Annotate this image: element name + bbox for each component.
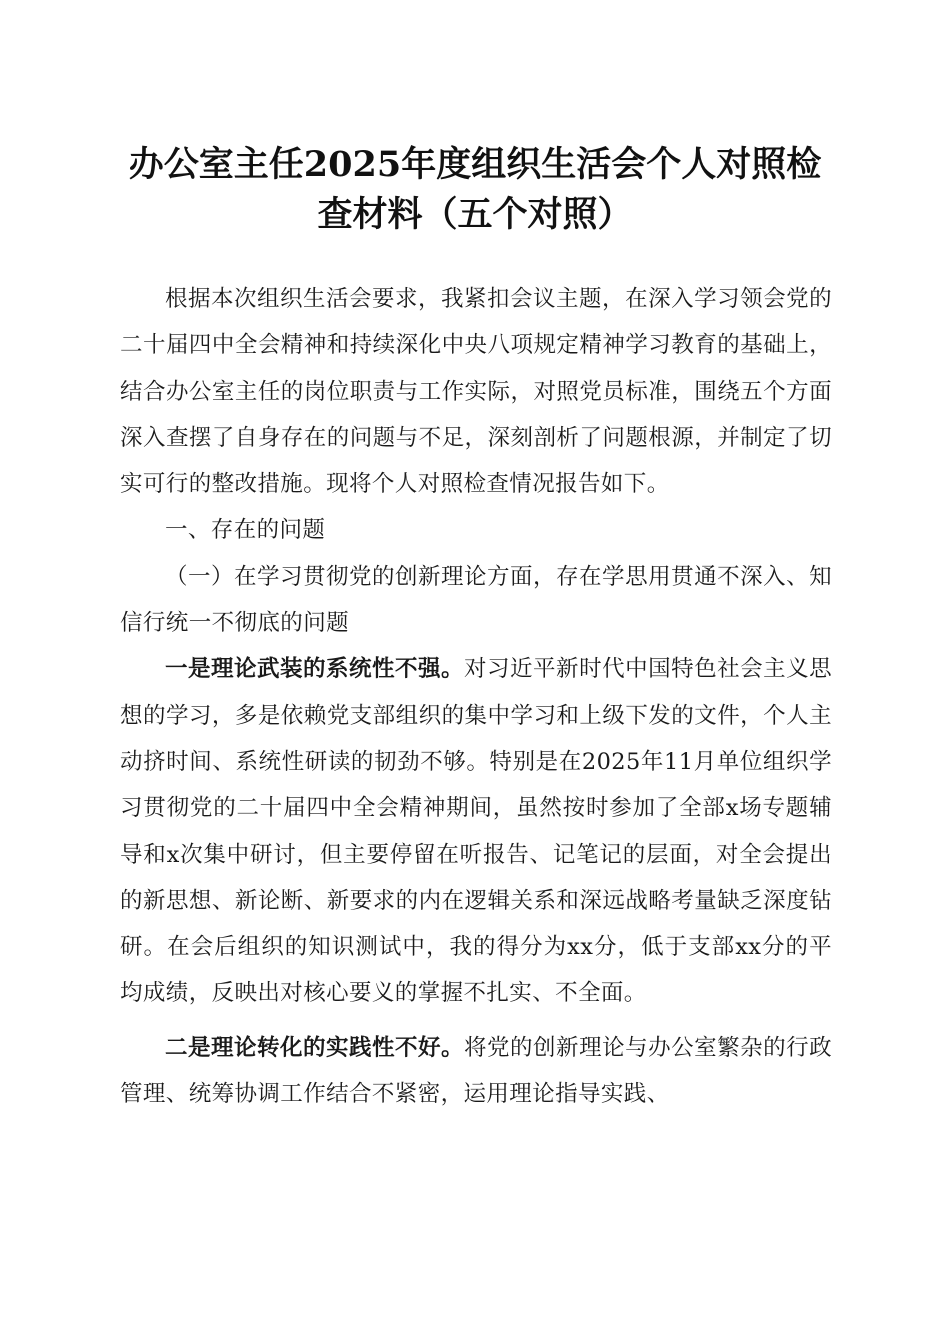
point-paragraph [120,646,832,1016]
section-heading: 一、存在的问题 [165,517,326,544]
document-title [110,140,840,240]
title-line-1: 办公室主任2025年度组织生活会个人对照检 [128,144,822,185]
point-paragraph [120,1025,832,1118]
point-text: 将党的创新理论与办公室繁杂的行政管理、统筹协调工作结合不紧密，运用理论指导实践、 [120,1034,832,1108]
subsection-heading: （一）在学习贯彻党的创新理论方面，存在学思用贯通不深入、知信行统一不彻底的问题 [120,563,832,637]
point-text: 对习近平新时代中国特色社会主义思想的学习，多是依赖党支部组织的集中学习和上级下发的文件，个人主动挤时间、系统性研读的韧劲不够。特别是在2025年11月单位组织学习贯彻党的二十届四中全会精神期间，虽然按时参加了全部x场专题辅导和x次集中研讨，但主要停留在听报告、记笔记的层面，对全会提出的新思想、新论断、新要求的内在逻辑关系和深远战略考量缺乏深度钻研。在会后组织的知识测试中，我的得分为xx分，低于支部xx分的平均成绩，反映出对核心要义的掌握不扎实、不全面。 [120,656,832,1007]
intro-paragraph: 根据本次组织生活会要求，我紧扣会议主题，在深入学习领会党的二十届四中全会精神和持续深化中央八项规定精神学习教育的基础上，结合办公室主任的岗位职责与工作实际，对照党员标准，围绕五个方面深入查摆了自身存在的问题与不足，深刻剖析了问题根源，并制定了切实可行的整改措施。现将个人对照检查情况报告如下。 [120,286,832,498]
document-body [120,276,832,1117]
point-lead: 二是理论转化的实践性不好。 [165,1034,465,1061]
point-lead: 一是理论武装的系统性不强。 [165,656,465,683]
title-line-2: 查材料（五个对照） [317,194,633,235]
